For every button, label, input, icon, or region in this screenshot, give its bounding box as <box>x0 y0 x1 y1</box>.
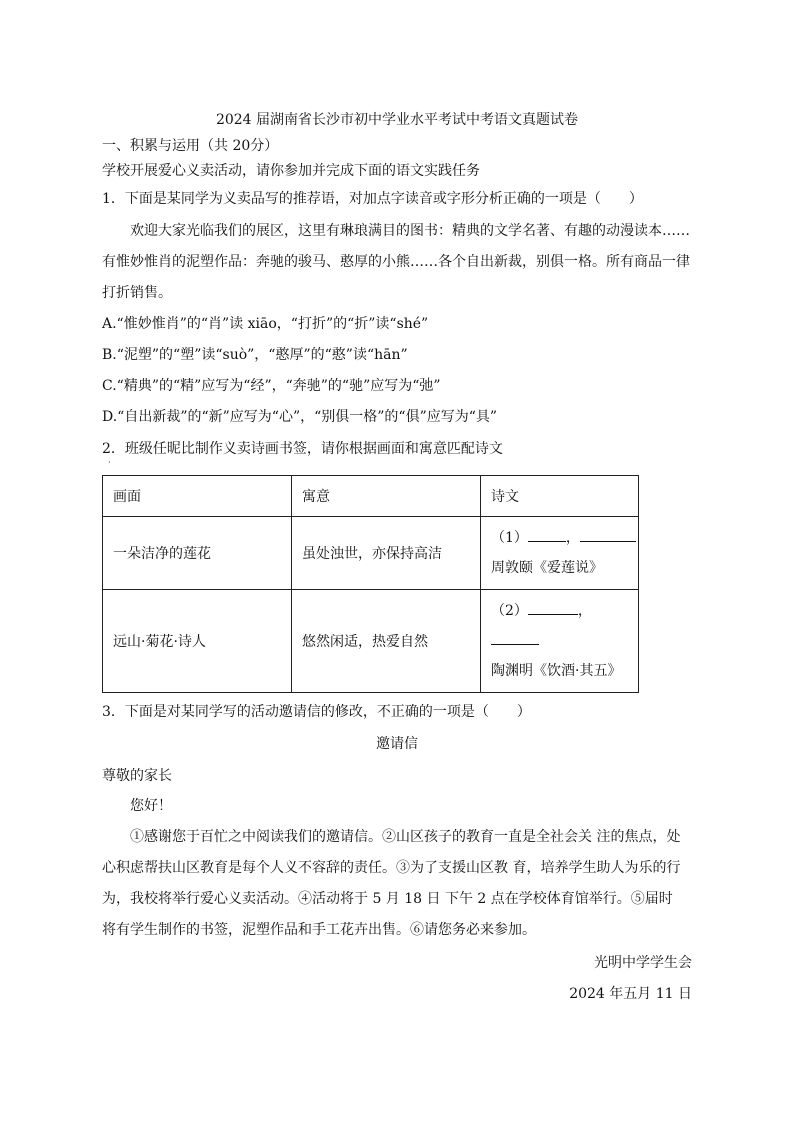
row1-picture: 一朵洁净的莲花 <box>103 517 292 590</box>
row1-meaning: 虽处浊世，亦保持高洁 <box>292 517 481 590</box>
letter-body-line-2: 心积虑帮扶山区教育是每个人义不容辞的责任。③为了支援山区教 育，培养学生助人为乐的行 <box>102 860 681 876</box>
header-picture: 画面 <box>103 476 292 517</box>
page-title: 2024 届湖南省长沙市初中学业水平考试中考语文真题试卷 <box>215 112 579 128</box>
q1-option-d: D.“自出新裁”的“新”应写为“心”，“别俱一格”的“俱”应写为“具” <box>102 409 498 425</box>
header-meaning: 寓意 <box>292 476 481 517</box>
answer-blank-2b[interactable] <box>491 632 539 645</box>
letter-date: 2024 年五月 11 日 <box>569 986 692 1002</box>
row1-number: （1） <box>491 530 528 546</box>
question-2-stem: 2．班级任昵比制作义卖诗画书签，请你根据画面和寓意匹配诗文 <box>102 441 503 457</box>
row2-comma: ， <box>577 603 592 619</box>
question-3-stem: 3．下面是对某同学写的活动邀请信的修改，不正确的一项是（ ） <box>102 704 531 720</box>
q1-passage-line-3: 打折销售。 <box>102 285 172 301</box>
header-poem: 诗文 <box>481 476 639 517</box>
row2-picture: 远山·菊花·诗人 <box>103 590 292 693</box>
row1-comma: ， <box>565 530 580 546</box>
table-row <box>103 590 639 693</box>
answer-blank-2a[interactable] <box>528 602 578 615</box>
row2-poem-cell <box>481 590 639 693</box>
question-1-stem: 1．下面是某同学为义卖品写的推荐语，对加点字读音或字形分析正确的一项是（ ） <box>102 191 643 207</box>
q1-option-b: B.“泥塑”的“塑”读“suò”，“憨厚”的“憨”读“hān” <box>102 347 408 363</box>
letter-title: 邀请信 <box>376 736 418 752</box>
task-intro: 学校开展爱心义卖活动，请你参加并完成下面的语文实践任务 <box>102 163 480 179</box>
section-heading: 一、积累与运用（共 20分） <box>102 138 279 154</box>
letter-signature: 光明中学学生会 <box>594 955 692 971</box>
answer-blank-1b[interactable] <box>580 529 636 542</box>
letter-greeting: 您好！ <box>130 798 172 814</box>
q1-passage-line-1: 欢迎大家光临我们的展区，这里有琳琅满目的图书：精典的文学名著、有趣的动漫读本…… <box>130 223 690 239</box>
row1-poem-cell <box>481 517 639 590</box>
table-row <box>103 517 639 590</box>
q1-option-c: C.“精典”的“精”应写为“经”，“奔驰”的“驰”应写为“弛” <box>102 378 441 394</box>
q1-passage-line-2: 有惟妙惟肖的泥塑作品：奔驰的骏马、憨厚的小熊……各个自出新裁，别俱一格。所有商品一律 <box>102 254 690 270</box>
answer-blank-1a[interactable] <box>528 529 566 542</box>
table-header-row <box>103 476 639 517</box>
row1-source: 周敦颐《爱莲说》 <box>491 560 603 576</box>
poem-match-table <box>102 475 639 693</box>
letter-body-line-4: 将有学生制作的书签，泥塑作品和手工花卉出售。⑥请您务必来参加。 <box>102 922 536 938</box>
letter-body-line-3: 为，我校将举行爱心义卖活动。④活动将于 5 月 18 日 下午 2 点在学校体育馆举行。⑤届时 <box>102 891 673 907</box>
row2-meaning: 悠然闲适，热爱自然 <box>292 590 481 693</box>
row2-number: （2） <box>491 603 528 619</box>
stray-dot: · <box>108 458 111 467</box>
q1-option-a: A.“惟妙惟肖”的“肖”读 xiāo，“打折”的“折”读“shé” <box>102 316 429 332</box>
row2-source: 陶渊明《饮酒·其五》 <box>491 663 622 679</box>
letter-body-line-1: ①感谢您于百忙之中阅读我们的邀请信。②山区孩子的教育一直是全社会关 注的焦点，处 <box>130 829 681 845</box>
letter-salutation: 尊敬的家长 <box>102 768 172 784</box>
